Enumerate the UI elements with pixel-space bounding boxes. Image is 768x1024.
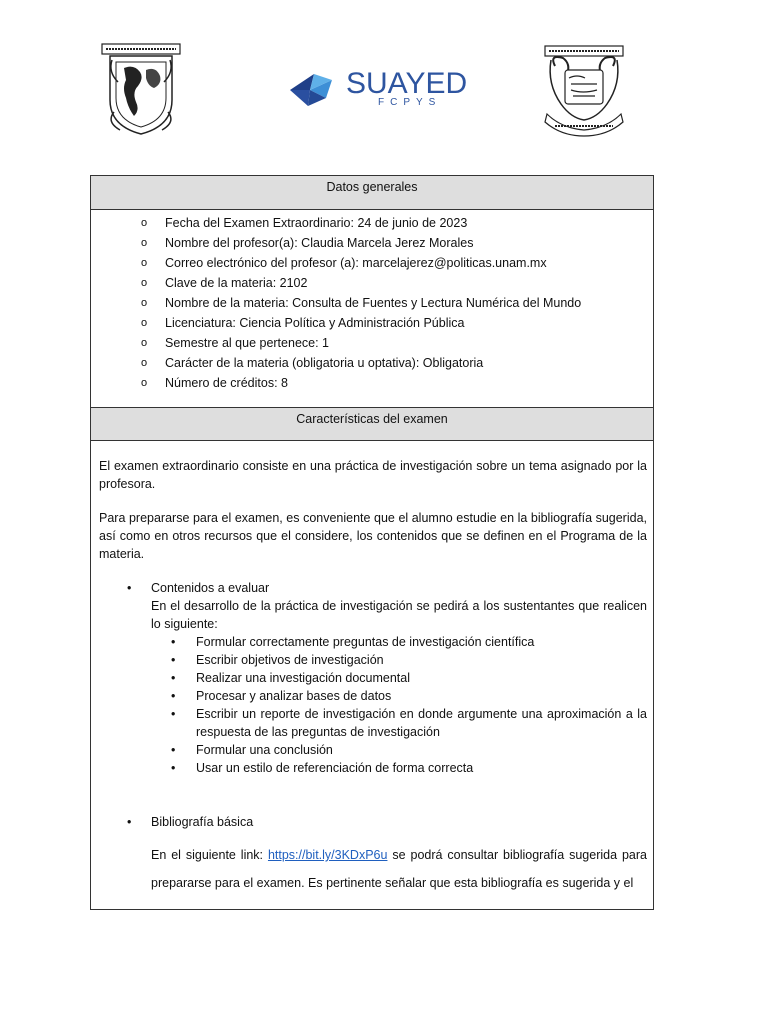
- bibliografia-link[interactable]: https://bit.ly/3KDxP6u: [267, 848, 388, 862]
- exam-sections-list: [99, 579, 647, 897]
- bibliografia-paragraph: [151, 841, 647, 897]
- list-item: o Nombre de la materia: Consulta de Fuentes y Lectura Numérica del Mundo: [141, 293, 653, 313]
- list-item: o Carácter de la materia (obligatoria u optativa): Obligatoria: [141, 353, 653, 373]
- contenidos-title: • Contenidos a evaluar: [151, 581, 270, 595]
- bibliografia-title: • Bibliografía básica: [151, 815, 254, 829]
- section-header-caracteristicas: Características del examen: [91, 407, 653, 441]
- spacer: [151, 777, 647, 813]
- list-item: o Correo electrónico del profesor (a): marcelajerez@politicas.unam.mx: [141, 253, 653, 273]
- suayed-logo: [286, 68, 476, 112]
- list-item: o Fecha del Examen Extraordinario: 24 de junio de 2023: [141, 213, 653, 233]
- contenidos-intro: En el desarrollo de la práctica de investigación se pedirá a los sustentantes que realicen lo siguiente:: [151, 599, 647, 631]
- list-item: o Licenciatura: Ciencia Política y Administración Pública: [141, 313, 653, 333]
- list-item: • Formular una conclusión: [171, 741, 647, 759]
- paragraph-exam-description: El examen extraordinario consiste en una práctica de investigación sobre un tema asignado por la profesora.: [99, 459, 647, 491]
- list-item: o Semestre al que pertenece: 1: [141, 333, 653, 353]
- list-item: • Escribir objetivos de investigación: [171, 651, 647, 669]
- fcpys-seal-right-icon: [541, 44, 627, 138]
- page-header: [0, 0, 768, 150]
- list-item: • Procesar y analizar bases de datos: [171, 687, 647, 705]
- list-item: • Usar un estilo de referenciación de forma correcta: [171, 759, 647, 777]
- list-item: • Realizar una investigación documental: [171, 669, 647, 687]
- list-item: • Formular correctamente preguntas de investigación científica: [171, 633, 647, 651]
- list-item: • Escribir un reporte de investigación en donde argumente una aproximación a la respuesta de las preguntas de investigación: [171, 705, 647, 741]
- unam-seal-left-icon: [100, 42, 182, 138]
- list-item: o Nombre del profesor(a): Claudia Marcela Jerez Morales: [141, 233, 653, 253]
- suayed-diamond-icon: [286, 70, 336, 108]
- list-item-contenidos: [127, 579, 647, 813]
- suayed-logo-text: SUAYED: [346, 67, 468, 100]
- list-item-bibliografia: [127, 813, 647, 897]
- exam-characteristics-body: [91, 441, 653, 897]
- list-item: o Número de créditos: 8: [141, 373, 653, 393]
- suayed-logo-subtext: FCPYS: [378, 97, 442, 108]
- exam-info-table: [90, 175, 654, 910]
- bibliografia-text-before: En el siguiente link:: [151, 848, 268, 862]
- paragraph-exam-preparation: Para prepararse para el examen, es conveniente que el alumno estudie en la bibliografía sugerida, así como en otros recursos que el considere, los contenidos que se definen en el Programa de la materia.: [99, 511, 647, 561]
- list-item: o Clave de la materia: 2102: [141, 273, 653, 293]
- bibliografia-text-after: se podrá consultar bibliografía sugerida para prepararse para el examen. Es pertinente señalar que esta bibliografía es sugerida y el: [151, 848, 647, 890]
- section-header-datos-generales: Datos generales: [91, 176, 653, 210]
- general-data-list: [91, 210, 653, 407]
- contenidos-list: [151, 633, 647, 777]
